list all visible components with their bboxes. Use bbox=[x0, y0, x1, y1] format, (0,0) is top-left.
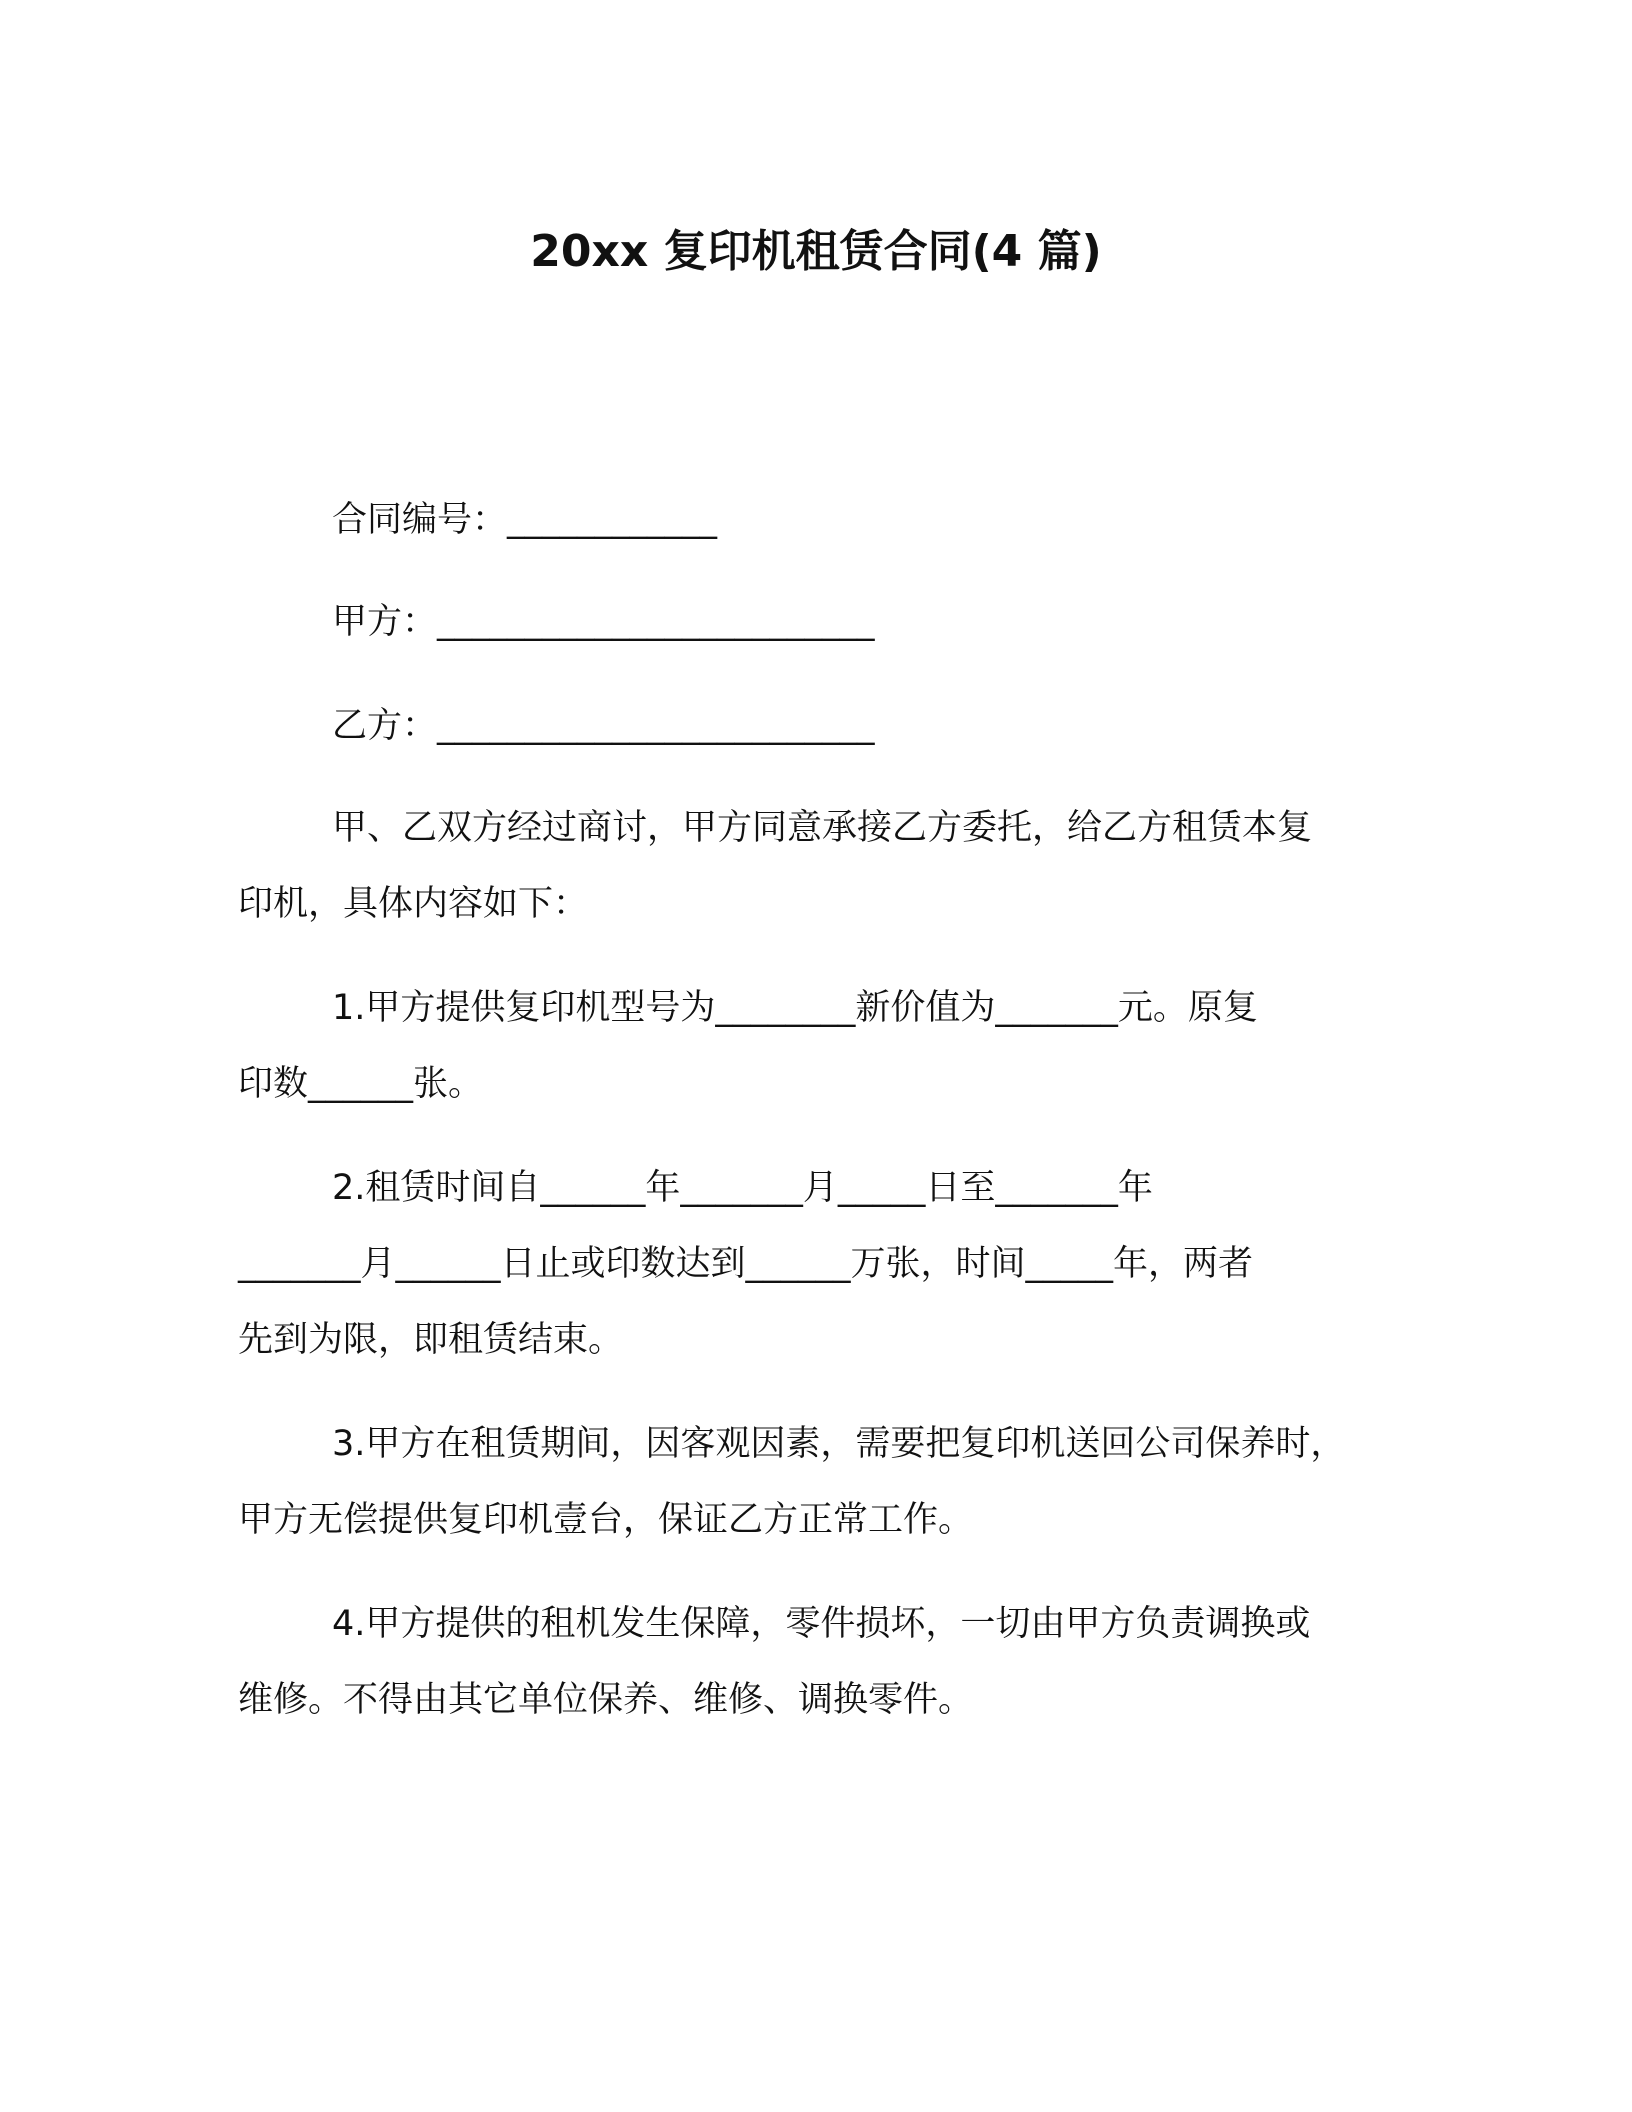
clause-1-line-2: 印数______张。 bbox=[238, 1064, 484, 1104]
party-b-field: 乙方：_________________________ bbox=[332, 706, 875, 746]
clause-2-line-2: _______月______日止或印数达到______万张，时间_____年，两者 bbox=[238, 1244, 1254, 1284]
intro-line-2: 印机，具体内容如下： bbox=[238, 884, 589, 924]
contract-number-field: 合同编号：____________ bbox=[332, 500, 718, 540]
clause-1-line-1: 1.甲方提供复印机型号为________新价值为_______元。原复 bbox=[332, 988, 1258, 1028]
document-title: 20xx 复印机租赁合同(4 篇) bbox=[530, 226, 1102, 277]
intro-line-1: 甲、乙双方经过商讨，甲方同意承接乙方委托，给乙方租赁本复 bbox=[332, 808, 1313, 848]
clause-3-line-2: 甲方无偿提供复印机壹台，保证乙方正常工作。 bbox=[238, 1500, 974, 1540]
clause-3-line-1: 3.甲方在租赁期间，因客观因素，需要把复印机送回公司保养时， bbox=[332, 1424, 1346, 1464]
party-a-field: 甲方：_________________________ bbox=[332, 602, 875, 642]
clause-4-line-2: 维修。不得由其它单位保养、维修、调换零件。 bbox=[238, 1680, 974, 1720]
clause-2-line-1: 2.租赁时间自______年_______月_____日至_______年 bbox=[332, 1168, 1153, 1208]
clause-2-line-3: 先到为限，即租赁结束。 bbox=[238, 1320, 624, 1360]
clause-4-line-1: 4.甲方提供的租机发生保障，零件损坏，一切由甲方负责调换或 bbox=[332, 1604, 1311, 1644]
